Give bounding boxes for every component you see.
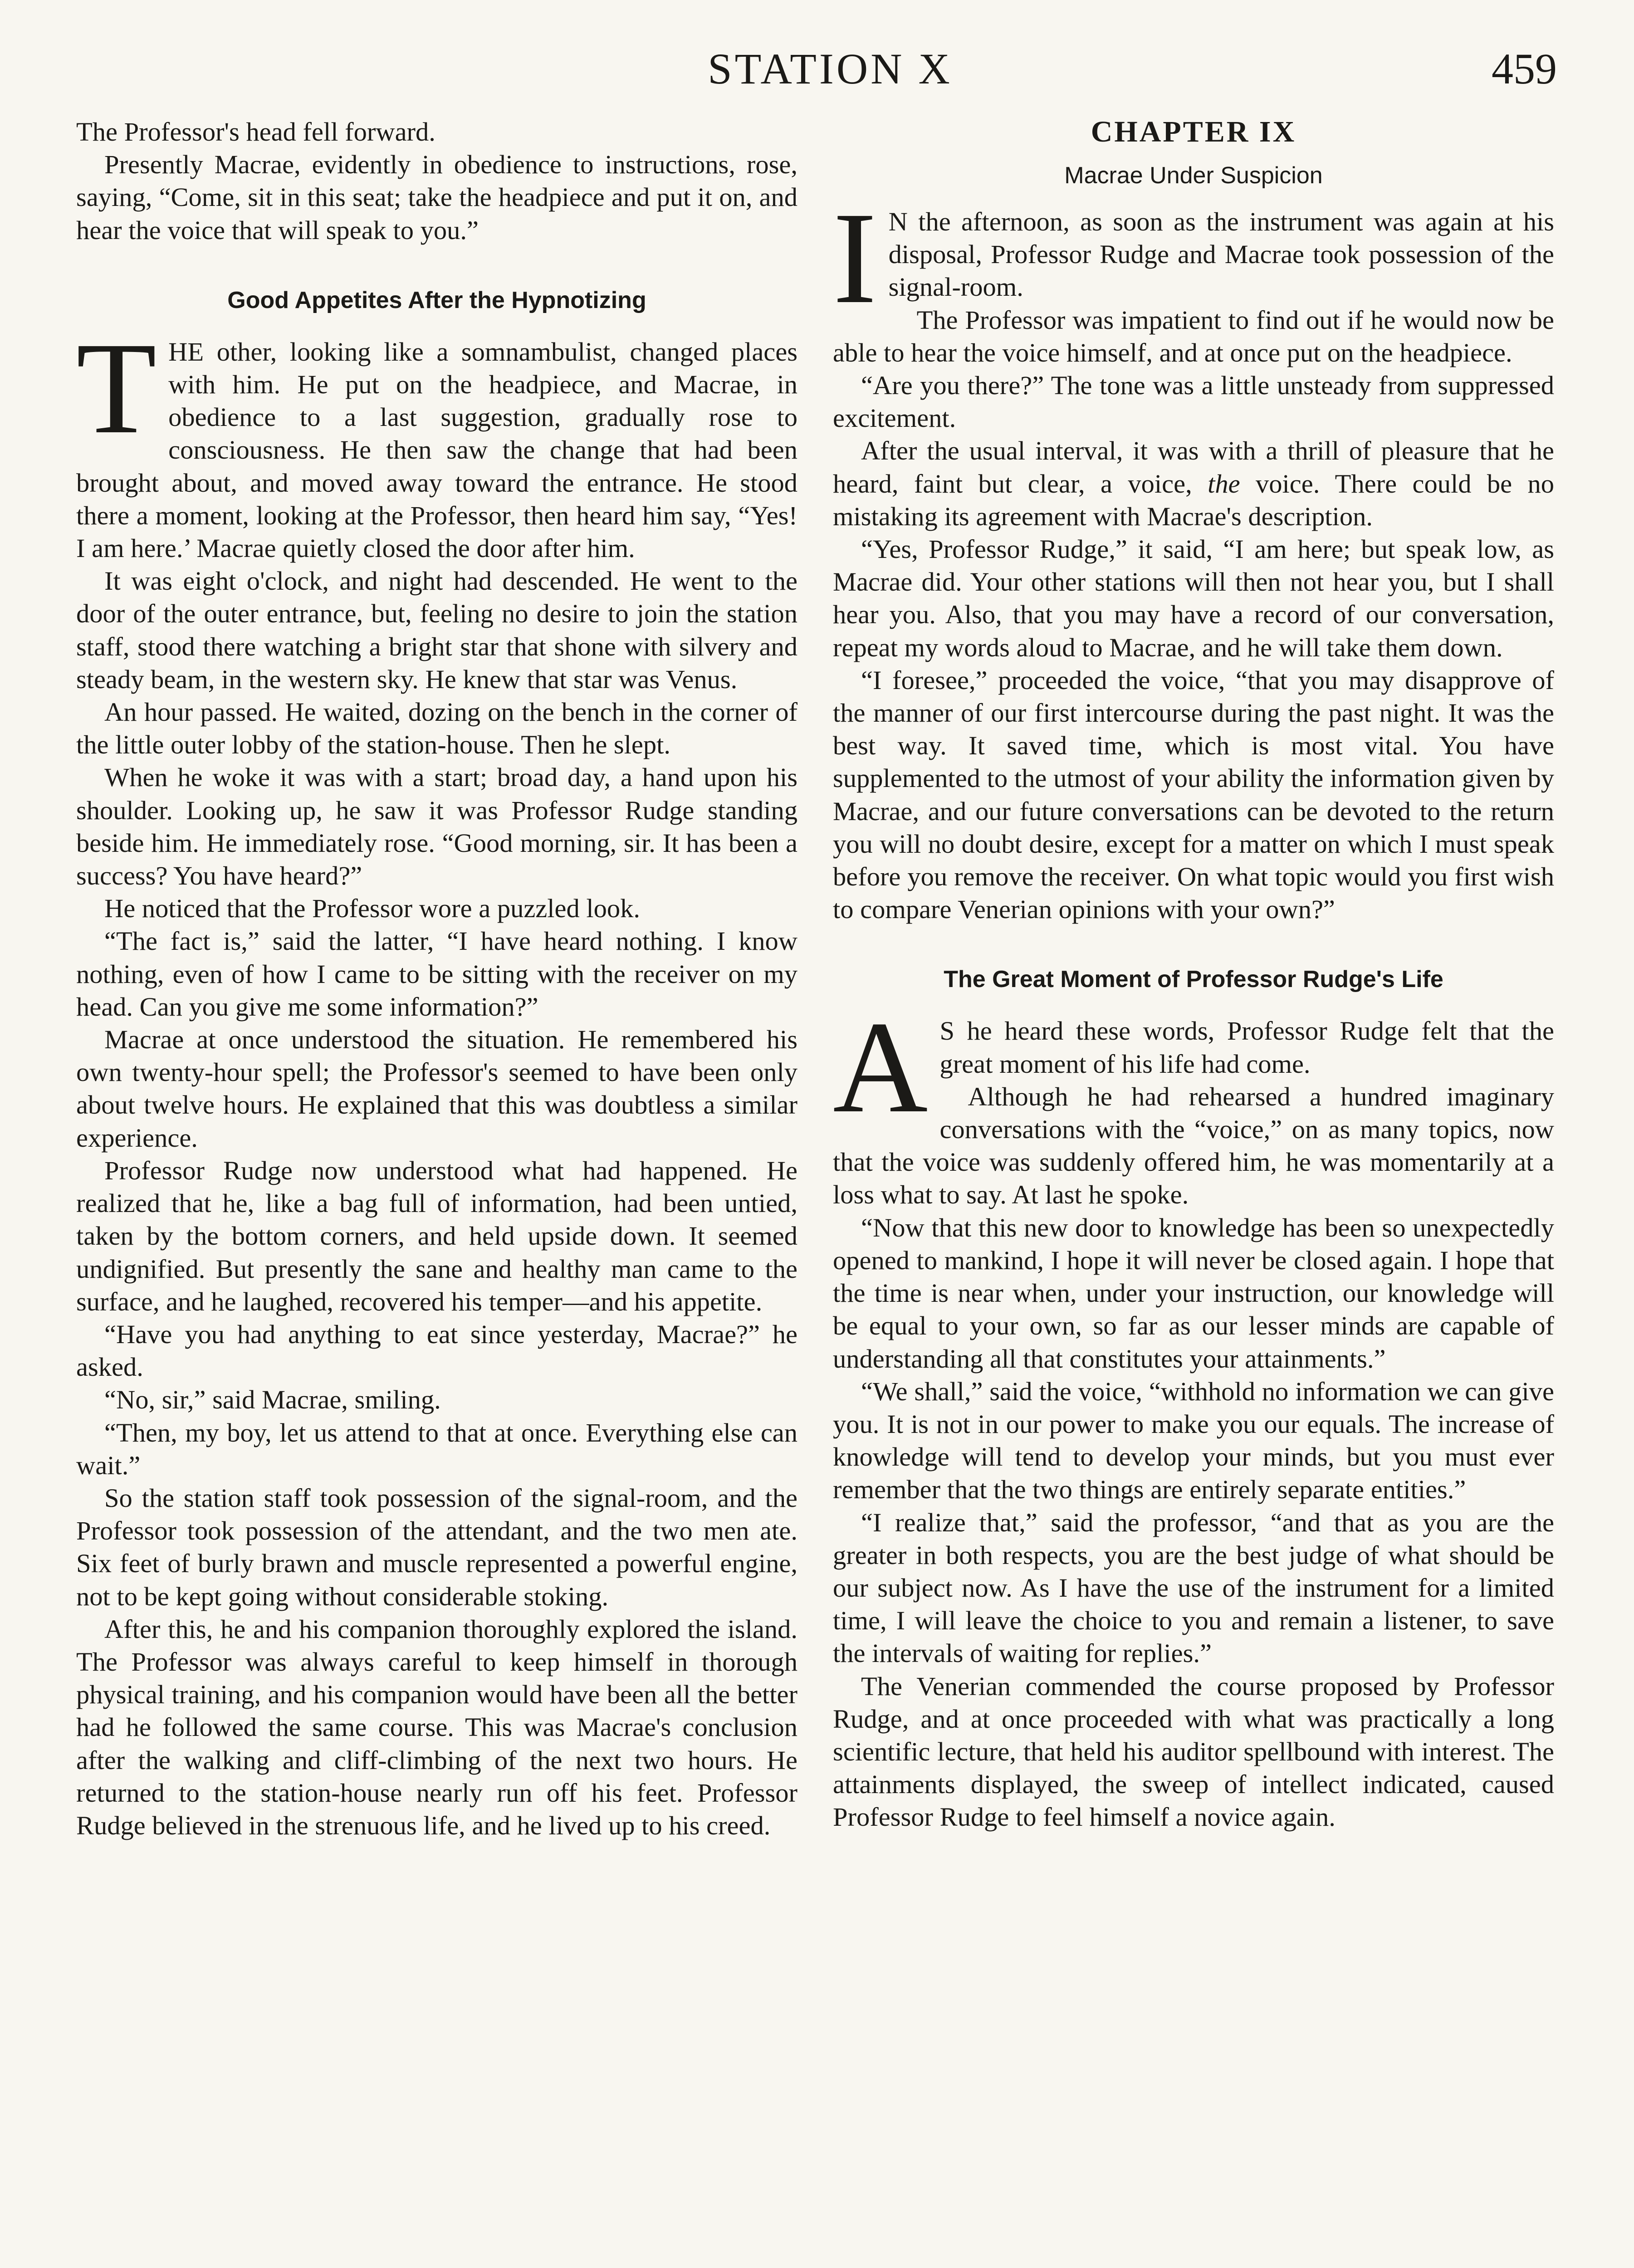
paragraph: Professor Rudge now understood what had happened. He realized that he, like a bag full of information, had been untied, taken by the bottom corners, and held upside down. It seemed undignified. But presently the sane and healthy man came to the surface, and he laughed, recovered his temper—and his appetite. xyxy=(76,1155,797,1316)
paragraph-with-dropcap xyxy=(76,315,797,565)
paragraph: “Now that this new door to knowledge has been so unexpectedly opened to mankind, I hope it will never be closed again. I hope that the time is near when, under your instruction, our knowledge will be equal to your own, so far as our lesser minds are capable of understanding all that constitutes your attainments.” xyxy=(833,1212,1554,1374)
chapter-subtitle: Macrae Under Suspicion xyxy=(1064,162,1323,189)
paragraph: When he woke it was with a start; broad day, a hand upon his shoulder. Looking up, he saw it was Professor Rudge standing beside him. He immediately rose. “Good morning, sir. It has been a success? You have heard?” xyxy=(76,763,797,891)
paragraph: Although he had rehearsed a hundred imaginary conversations with the “voice,” on as many topics, now that the voice was suddenly offered him, he was momentarily at a loss what to say. At last he spoke. xyxy=(833,1081,1554,1210)
drop-cap: T xyxy=(76,315,157,461)
chapter-title: CHAPTER IX xyxy=(1091,115,1296,148)
paragraph: The Venerian commended the course proposed by Professor Rudge, and at once proceeded with what was practically a long scientific lecture, that held his auditor spellbound with interest. The attainments displayed, the sweep of intellect indicated, caused Professor Rudge to feel himself a novice again. xyxy=(833,1671,1554,1832)
drop-cap: I xyxy=(833,185,877,331)
section-subhead: The Great Moment of Professor Rudge's Life xyxy=(944,966,1443,993)
paragraph: The Professor was impatient to find out if he would now be able to hear the voice himself, and at once put on the headpiece. xyxy=(833,305,1554,367)
left-column xyxy=(76,116,797,1842)
paragraph-text: After the usual interval, it was with a thrill of pleasure that he heard, faint but clear, a voice, xyxy=(833,436,1554,499)
paragraph: “No, sir,” said Macrae, smiling. xyxy=(104,1385,441,1415)
page-number: 459 xyxy=(1492,44,1557,93)
paragraph: After this, he and his companion thoroughly explored the island. The Professor was always careful to keep himself in thorough physical training, and his companion would have been all the better had he followed the same course. This was Macrae's conclusion after the walking and cliff-climbing of the next two hours. He returned to the station-house nearly run off his feet. Professor Rudge believed in the strenuous life, and he lived up to his creed. xyxy=(76,1614,797,1840)
paragraph: It was eight o'clock, and night had descended. He went to the door of the outer entrance, but, feeling no desire to join the station staff, stood there watching a bright star that shone with silvery and steady beam, in the western sky. He knew that star was Venus. xyxy=(76,566,797,694)
paragraph: “I foresee,” proceeded the voice, “that you may disapprove of the manner of our first intercourse during the past night. It was the best way. It saved time, which is most vital. You have supplemented to the utmost of your ability the information given by Macrae, and our future conversations can be devoted to the return you will no doubt desire, except for a matter on which I must speak before you remove the receiver. On what topic would you first wish to compare Venerian opinions with your own?” xyxy=(833,665,1554,924)
paragraph: An hour passed. He waited, dozing on the bench in the corner of the little outer lobby of the station-house. Then he slept. xyxy=(76,697,797,760)
paragraph-text: S he heard these words, Professor Rudge felt that the great moment of his life had come. xyxy=(939,1016,1554,1079)
paragraph: Macrae at once understood the situation. He remembered his own twenty-hour spell; the Professor's seemed to have been only about twelve hours. He explained that this was doubtless a similar experience. xyxy=(76,1025,797,1153)
right-column xyxy=(833,116,1554,1834)
emphasis-text: the xyxy=(1208,469,1240,499)
paragraph-text: HE other, looking like a somnambulist, changed places with him. He put on the headpiece, and Macrae, in obedience to a last suggestion, gradually rose to consciousness. He then saw the change that had been brought about, and moved away toward the entrance. He stood there a moment, looking at the Professor, then heard him say, “Yes! I am here.’ Macrae quietly closed the door after him. xyxy=(76,337,797,563)
paragraph-text: N the afternoon, as soon as the instrument was again at his disposal, Professor Rudge and Macrae took possession of the signal-room. xyxy=(888,207,1554,302)
paragraph: “The fact is,” said the latter, “I have heard nothing. I know nothing, even of how I came to be sitting with the receiver on my head. Can you give me some information?” xyxy=(76,926,797,1022)
running-title: STATION X xyxy=(708,44,953,93)
running-head xyxy=(0,44,1634,112)
paragraph: “Then, my boy, let us attend to that at once. Everything else can wait.” xyxy=(76,1418,797,1480)
drop-cap: A xyxy=(833,994,928,1140)
paragraph: “Yes, Professor Rudge,” it said, “I am here; but speak low, as Macrae did. Your other stations will then not hear you, but I shall hear you. Also, that you may have a record of our conversation, repeat my words aloud to Macrae, and he will take them down. xyxy=(833,534,1554,662)
paragraph: He noticed that the Professor wore a puzzled look. xyxy=(104,894,640,924)
paragraph: Presently Macrae, evidently in obedience to instructions, rose, saying, “Come, sit in this seat; take the headpiece and put it on, and hear the voice that will speak to you.” xyxy=(76,150,797,245)
paragraph-with-dropcap xyxy=(833,994,1554,1140)
paragraph-text: voice. There could be no mistaking its agreement with Macrae's description. xyxy=(833,469,1554,531)
paragraph: The Professor's head fell forward. xyxy=(76,117,435,147)
section-subhead: Good Appetites After the Hypnotizing xyxy=(227,287,646,313)
paragraph: So the station staff took possession of the signal-room, and the Professor took possession of the attendant, and the two men ate. Six feet of burly brawn and muscle represented a powerful engine, not to be kept going without considerable stoking. xyxy=(76,1483,797,1611)
paragraph-with-dropcap xyxy=(833,185,1554,331)
paragraph: “I realize that,” said the professor, “and that as you are the greater in both respects, you are the best judge of what should be our subject now. As I have the use of the instrument for a limited time, I will leave the choice to you and remain a listener, to save the intervals of waiting for replies.” xyxy=(833,1507,1554,1668)
paragraph: “Have you had anything to eat since yesterday, Macrae?” he asked. xyxy=(76,1319,797,1382)
paragraph: “Are you there?” The tone was a little unsteady from suppressed excitement. xyxy=(833,371,1554,433)
paragraph: “We shall,” said the voice, “withhold no information we can give you. It is not in our power to make you our equals. The increase of knowledge will tend to develop your minds, but you must ever remember that the two things are entirely separate entities.” xyxy=(833,1376,1554,1505)
paragraph xyxy=(833,435,1554,533)
